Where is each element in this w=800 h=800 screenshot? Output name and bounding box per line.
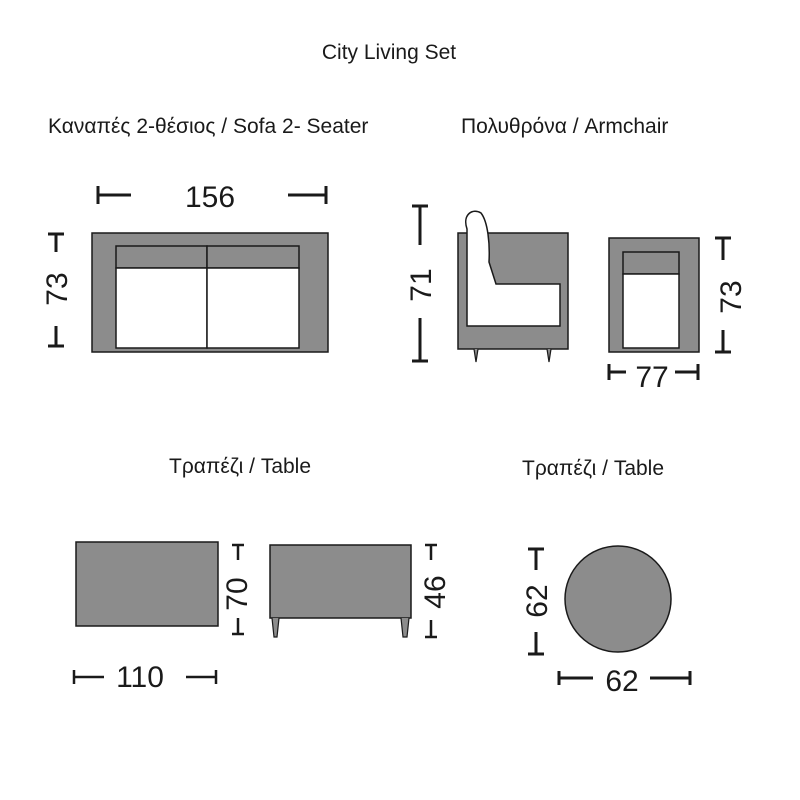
rectangular-table-height-label: 46: [419, 575, 452, 609]
armchair-front-width-label: 77: [635, 361, 669, 394]
armchair-front-view: [609, 238, 699, 352]
rectangular-table-side-view: [270, 545, 411, 637]
armchair-front-seat-cushion: [623, 274, 679, 348]
table-leg-right: [401, 618, 409, 637]
sofa-backrest-right: [207, 246, 299, 268]
round-table-vertical-label: 62: [521, 584, 554, 618]
sofa-top-view: [92, 233, 328, 352]
rectangular-table-heading: Τραπέζι / Table: [169, 455, 312, 478]
sofa-height-label: 73: [41, 272, 74, 306]
rectangular-table-depth-label: 70: [221, 577, 254, 611]
armchair-side-view: [458, 211, 568, 362]
page-title: City Living Set: [321, 41, 457, 64]
round-table-top-view: [565, 546, 671, 652]
armchair-heading: Πολυθρόνα / Armchair: [461, 115, 669, 138]
sofa-backrest-left: [116, 246, 207, 268]
table-leg-left: [272, 618, 279, 637]
sofa-width-label: 156: [184, 181, 236, 214]
sofa-seat-cushion-left: [116, 268, 207, 348]
armchair-side-height-label: 71: [405, 268, 438, 302]
armchair-leg-back: [547, 349, 551, 362]
armchair-front-backrest: [623, 252, 679, 274]
sofa-seat-cushion-right: [207, 268, 299, 348]
sofa-heading: Καναπές 2-θέσιος / Sofa 2- Seater: [48, 115, 369, 138]
armchair-front-height-label: 73: [715, 280, 748, 314]
rectangular-table-top-view: [76, 542, 218, 626]
round-table-heading: Τραπέζι / Table: [522, 457, 665, 480]
armchair-leg-front: [474, 349, 478, 362]
round-table-horizontal-label: 62: [605, 665, 639, 698]
rectangular-table-width-label: 110: [116, 661, 164, 694]
